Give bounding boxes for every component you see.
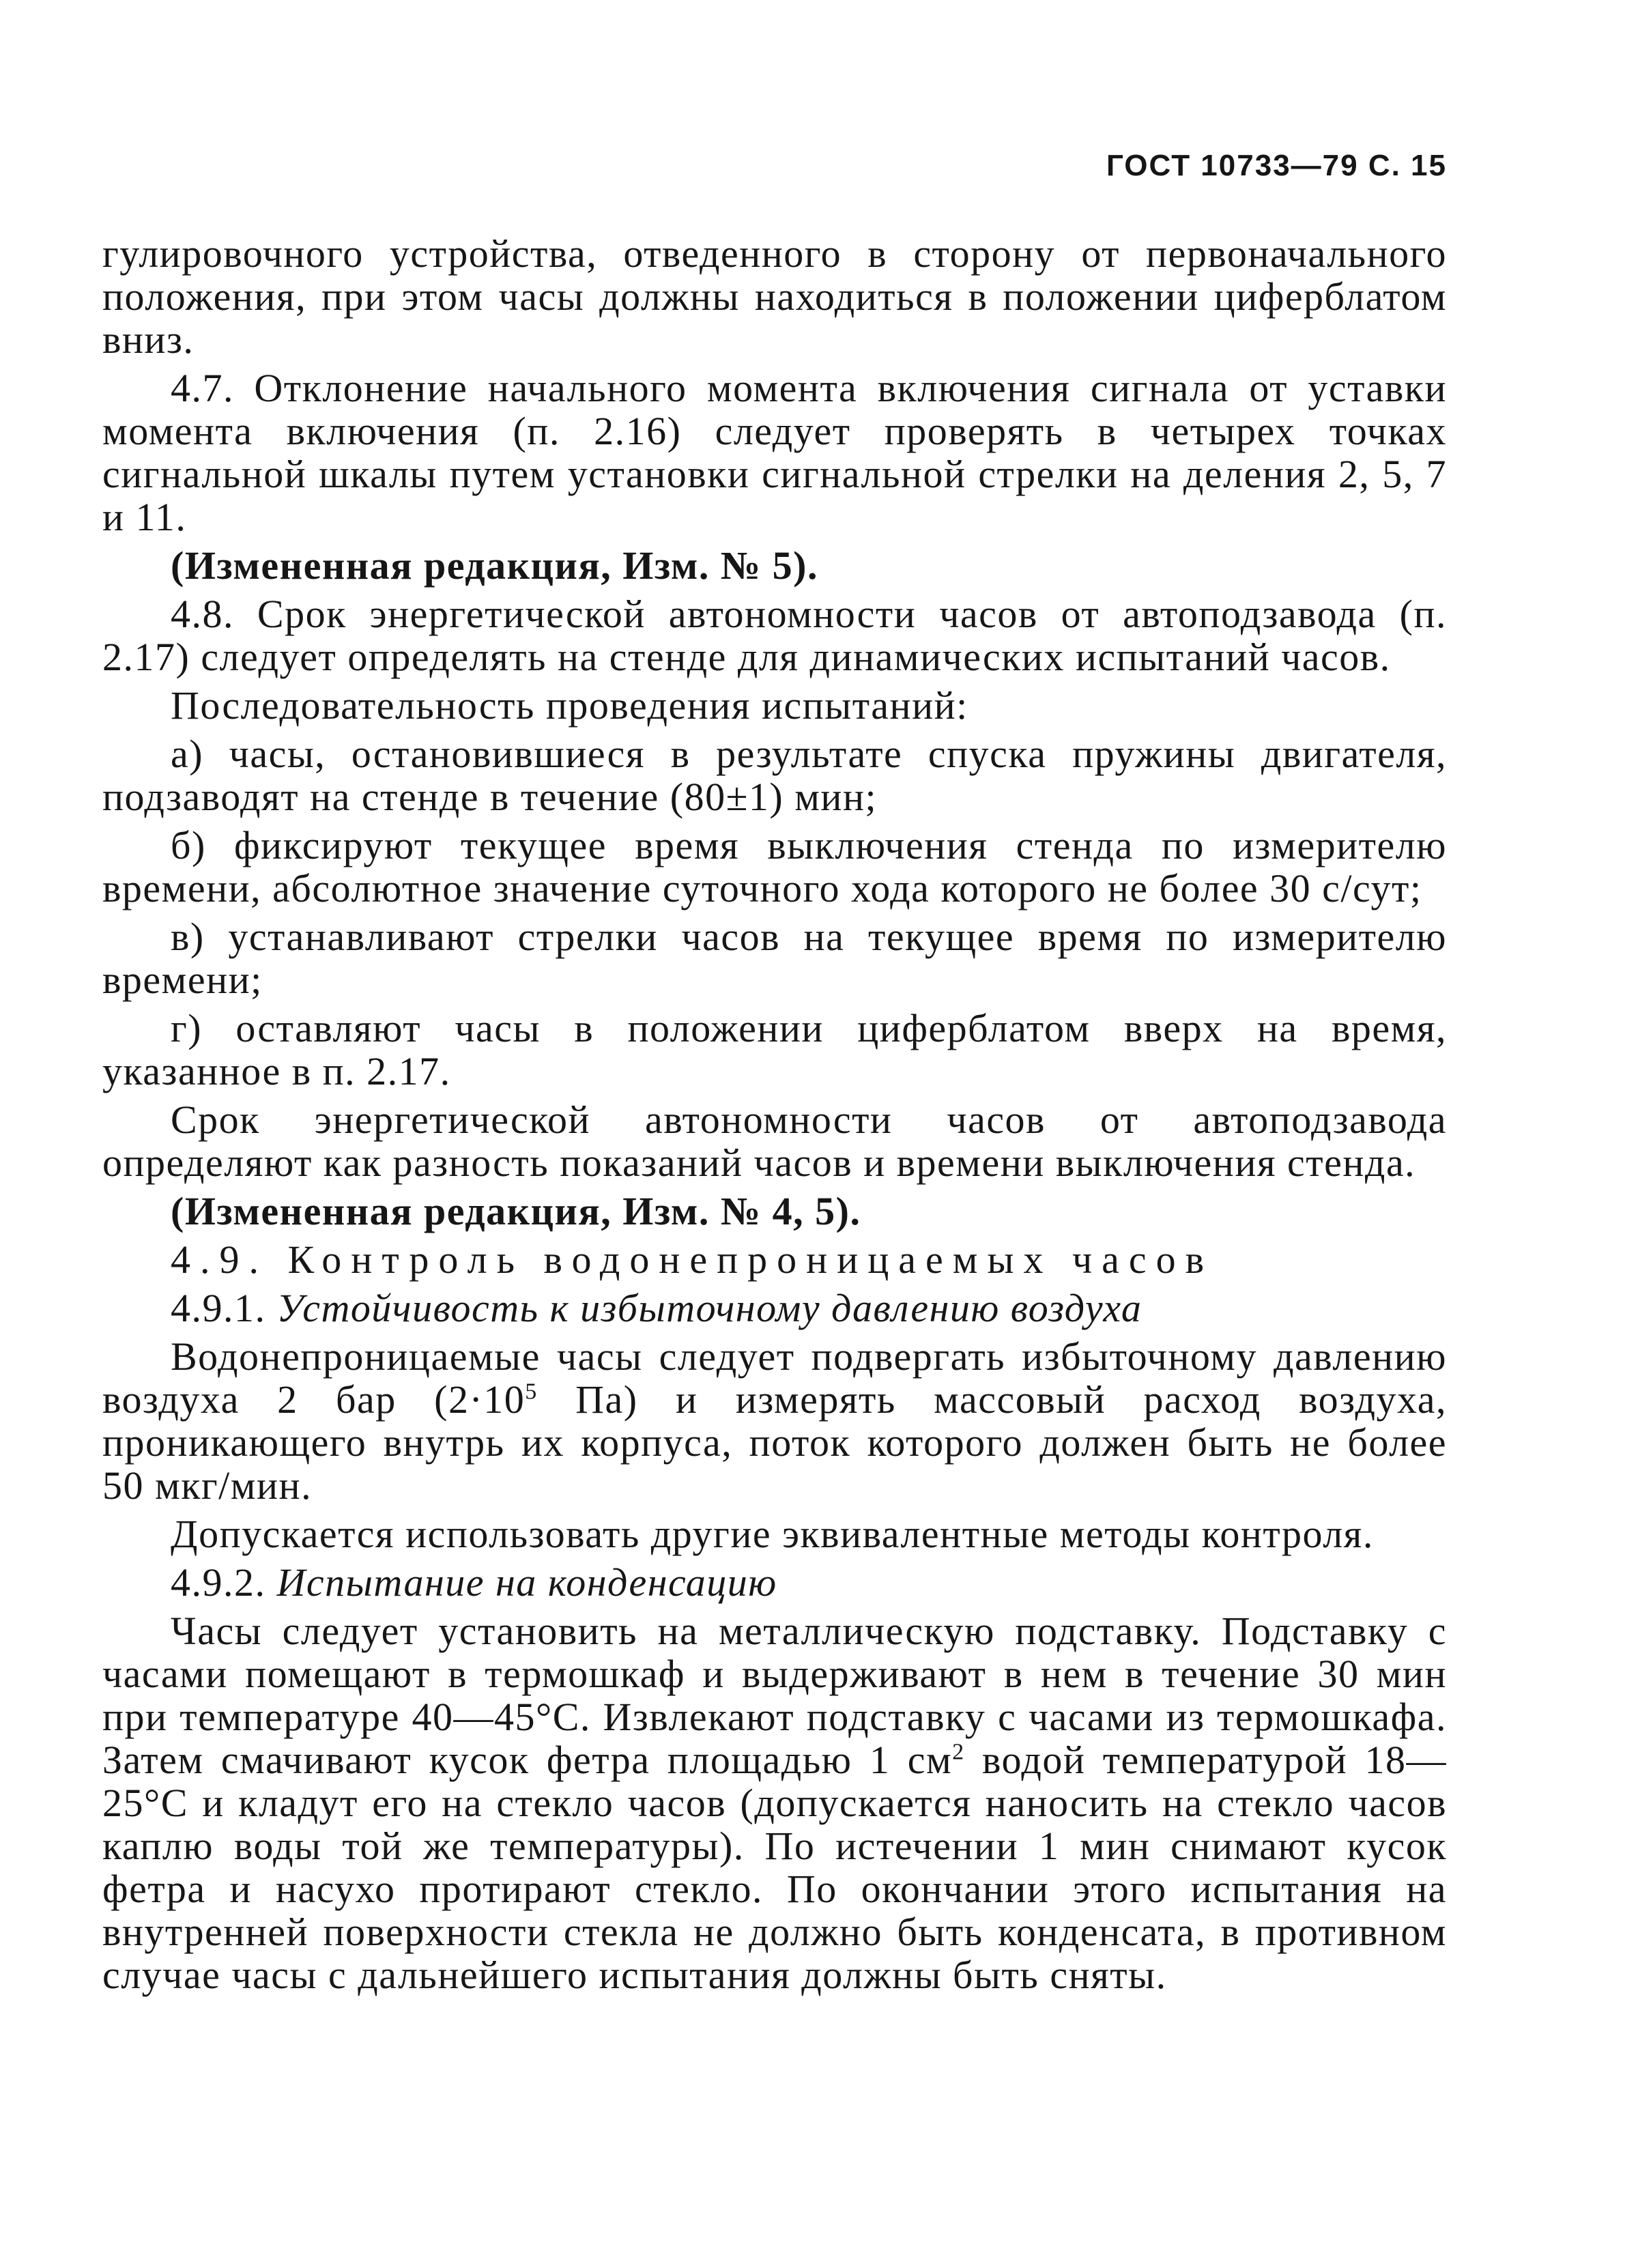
paragraph-continuation: гулировочного устройства, отведенного в сторону от первоначального положения, при этом часы должны находиться в положении циферблатом вниз. [102,231,1447,362]
subsection-4-9-2-number: 4.9.2. [171,1560,266,1605]
area-exponent: 2 [952,1739,965,1765]
paragraph-4-8: 4.8. Срок энергетической автономности часов от автоподзавода (п. 2.17) следует определять на стенде для динамических испытаний часов. [102,592,1447,679]
paragraph-condensation-test [102,1609,1447,1996]
section-4-9-title: 4.9. Контроль водонепроницаемых часов [171,1237,1213,1282]
subsection-4-9-1-number: 4.9.1. [171,1286,266,1330]
subsection-4-9-1-heading [102,1287,1447,1330]
document-body [102,232,1447,2002]
amendment-note-2: (Измененная редакция, Изм. № 4, 5). [171,1189,861,1233]
subsection-4-9-2-title: Испытание на конденсацию [276,1560,777,1605]
condensation-text-b: водой температурой 18—25°С и кладут его на стекло часов (допускается наносить на стекло часов каплю воды той же температуры). По истечении 1 мин снимают кусок фетра и насухо протирают стекло. По окончании этого испытания на внутренней поверхности стекла не должно быть конденсата, в противном случае часы с дальнейшего испытания должны быть сняты. [102,1738,1447,1997]
sequence-intro: Последовательность проведения испытаний: [171,683,968,728]
subsection-4-9-1-title: Устойчивость к избыточному давлению воздуха [276,1286,1143,1330]
amendment-note-1: (Измененная редакция, Изм. № 5). [171,543,818,588]
paragraph-pressure-test [102,1335,1447,1507]
pressure-text-b: Па) и измерять массовый расход воздуха, проникающего внутрь их корпуса, поток которого должен быть не более 50 мкг/мин. [102,1377,1447,1508]
list-item-b: б) фиксируют текущее время выключения стенда по измерителю времени, абсолютное значение суточного хода которого не более 30 с/сут; [102,823,1447,910]
subsection-4-9-2-heading [102,1561,1447,1604]
autonomy-definition: Срок энергетической автономности часов от автоподзавода определяют как разность показаний часов и времени выключения стенда. [102,1097,1447,1185]
paragraph-4-7: 4.7. Отклонение начального момента включения сигнала от уставки момента включения (п. 2.16) следует проверять в четырех точках сигнальной шкалы путем установки сигнальной стрелки на деления 2, 5, 7 и 11. [102,366,1447,539]
condensation-text-a: Часы следует установить на металлическую подставку. Подставку с часами помещают в термошкаф и выдерживают в нем в течение 30 мин при температуре 40—45°С. Извлекают подставку с часами из термошкафа. Затем смачивают кусок фетра площадью 1 см [102,1609,1447,1782]
pressure-exponent: 5 [525,1379,538,1405]
page-header: ГОСТ 10733—79 С. 15 [1106,149,1447,182]
paragraph-alternative-methods: Допускается использовать другие эквивалентные методы контроля. [171,1512,1374,1556]
list-item-g: г) оставляют часы в положении циферблатом вверх на время, указанное в п. 2.17. [102,1006,1447,1093]
pressure-text-a: Водонепроницаемые часы следует подвергать избыточному давлению воздуха 2 бар (2·10 [102,1334,1447,1422]
list-item-a: а) часы, остановившиеся в результате спуска пружины двигателя, подзаводят на стенде в течение (80±1) мин; [102,732,1447,819]
list-item-v: в) устанавливают стрелки часов на текущее время по измерителю времени; [102,915,1447,1002]
